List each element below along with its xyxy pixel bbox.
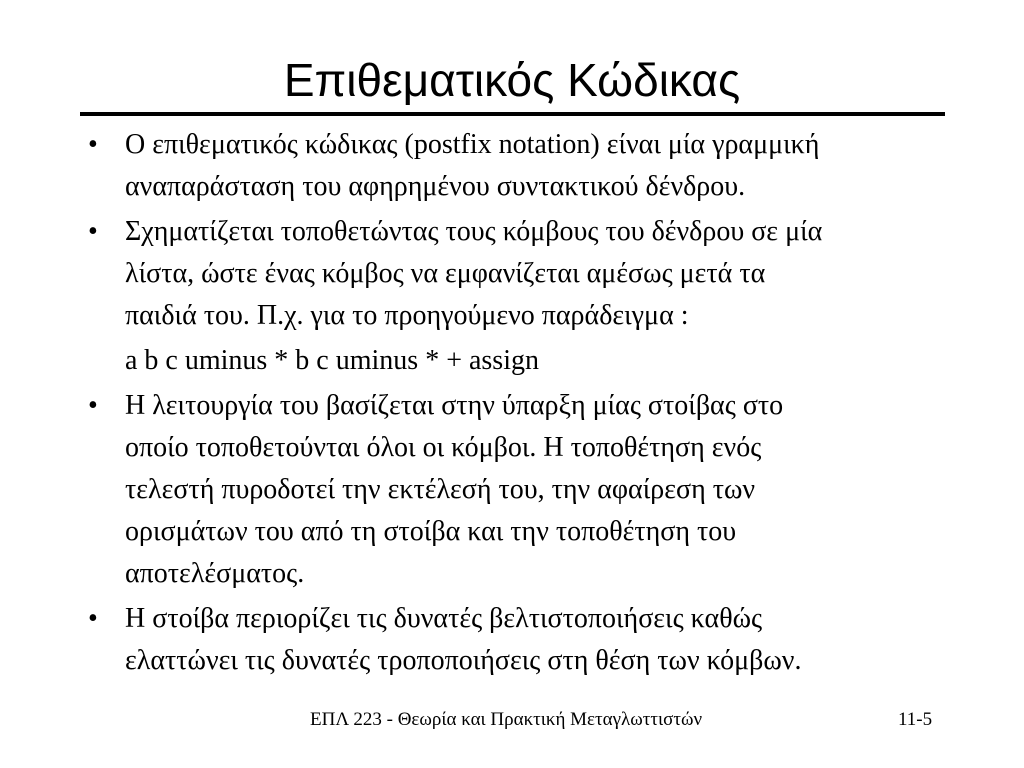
bullet-line: Ο επιθεματικός κώδικας (postfix notation) είναι μία γραμμική xyxy=(125,129,820,160)
slide-content xyxy=(88,124,988,682)
bullet-line: οποίο τοποθετούνται όλοι οι κόμβοι. Η τοποθέτηση ενός xyxy=(125,432,762,463)
bullet-line: Σχηματίζεται τοποθετώντας τους κόμβους του δένδρου σε μία xyxy=(125,216,823,247)
bullet-item-node-ordering xyxy=(88,211,988,337)
bullet-icon: • xyxy=(88,129,98,160)
bullet-item-stack-operation xyxy=(88,385,988,595)
bullet-line: ορισμάτων του από τη στοίβα και την τοποθέτηση του xyxy=(125,516,737,547)
bullet-line: λίστα, ώστε ένας κόμβος να εμφανίζεται αμέσως μετά τα xyxy=(125,258,766,289)
bullet-line: αναπαράσταση του αφηρημένου συντακτικού δένδρου. xyxy=(125,171,746,202)
footer-course-title: ΕΠΛ 223 - Θεωρία και Πρακτική Μεταγλωττιστών xyxy=(310,709,703,730)
postfix-example-code: a b c uminus * b c uminus * + assign xyxy=(125,345,539,376)
bullet-icon: • xyxy=(88,603,98,634)
slide-title: Επιθεματικός Κώδικας xyxy=(283,54,741,106)
bullet-line: ελαττώνει τις δυνατές τροποποιήσεις στη θέση των κόμβων. xyxy=(125,645,802,676)
bullet-item-postfix-definition xyxy=(88,124,988,208)
bullet-line: τελεστή πυροδοτεί την εκτέλεσή του, την αφαίρεση των xyxy=(125,474,756,505)
footer-page-number: 11-5 xyxy=(898,709,933,730)
bullet-line: παιδιά του. Π.χ. για το προηγούμενο παράδειγμα : xyxy=(125,300,689,331)
bullet-line: Η λειτουργία του βασίζεται στην ύπαρξη μίας στοίβας στο xyxy=(125,390,784,421)
bullet-line: αποτελέσματος. xyxy=(125,558,305,589)
title-underline xyxy=(80,112,945,116)
bullet-item-optimization-limits xyxy=(88,598,988,682)
bullet-icon: • xyxy=(88,390,98,421)
bullet-icon: • xyxy=(88,216,98,247)
bullet-line: Η στοίβα περιορίζει τις δυνατές βελτιστοποιήσεις καθώς xyxy=(125,603,763,634)
